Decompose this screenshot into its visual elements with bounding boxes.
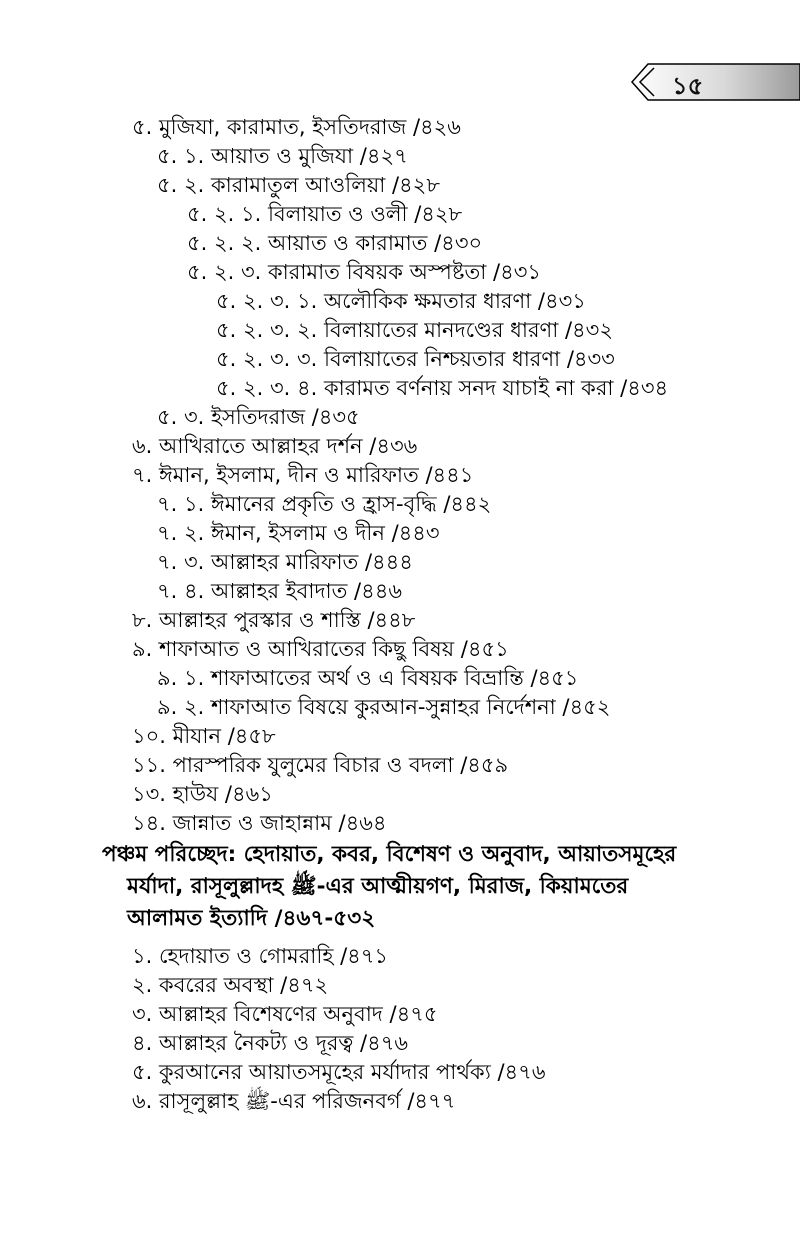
toc-entry: ৭. ২. ঈমান, ইসলাম ও দীন /৪৪৩ bbox=[157, 521, 440, 545]
toc-entry: ৯. ২. শাফাআত বিষয়ে কুরআন-সুন্নাহর নির্দেশনা /৪৫২ bbox=[157, 695, 611, 719]
toc-entry: ৫. ১. আয়াত ও মুজিযা /৪২৭ bbox=[157, 144, 408, 168]
toc-entry: ৮. আল্লাহর পুরস্কার ও শাস্তি /৪৪৮ bbox=[132, 608, 416, 632]
toc-entry: ৫. মুজিযা, কারামাত, ইসতিদরাজ /৪২৬ bbox=[132, 115, 461, 139]
toc-entry: ৭. ১. ঈমানের প্রকৃতি ও হ্রাস-বৃদ্ধি /৪৪২ bbox=[157, 492, 492, 516]
chapter-heading-line: মর্যাদা, রাসূলুল্লাদহ ﷺ-এর আত্মীয়গণ, মিরাজ, কিয়ামতের bbox=[127, 874, 629, 899]
toc-entry: ৫. ২. ৩. ৩. বিলায়াতের নিশ্চয়তার ধারণা /৪৩৩ bbox=[216, 347, 615, 371]
toc-entry: ৫. ২. ৩. কারামাত বিষয়ক অস্পষ্টতা /৪৩১ bbox=[187, 260, 541, 284]
toc-entry: ৫. ২. ২. আয়াত ও কারামাত /৪৩০ bbox=[187, 231, 483, 255]
toc-entry: ১. হেদায়াত ও গোমরাহি /৪৭১ bbox=[132, 944, 389, 968]
toc-entry: ৩. আল্লাহর বিশেষণের অনুবাদ /৪৭৫ bbox=[132, 1002, 438, 1026]
toc-entry: ১০. মীযান /৪৫৮ bbox=[132, 724, 276, 748]
toc-entry: ৯. ১. শাফাআতের অর্থ ও এ বিষয়ক বিভ্রান্তি /৪৫১ bbox=[157, 666, 579, 690]
toc-entry: ৫. ২. কারামাতুল আওলিয়া /৪২৮ bbox=[157, 173, 440, 197]
toc-entry: ৪. আল্লাহর নৈকট্য ও দূরত্ব /৪৭৬ bbox=[132, 1031, 409, 1055]
toc-entry: ৯. শাফাআত ও আখিরাতের কিছু বিষয় /৪৫১ bbox=[132, 637, 509, 661]
chapter-heading-line: পঞ্চম পরিচ্ছেদ: হেদায়াত, কবর, বিশেষণ ও অনুবাদ, আয়াতসমূহের bbox=[102, 842, 677, 867]
chapter-heading-line: আলামত ইত্যাদি /৪৬৭-৫৩২ bbox=[127, 906, 376, 931]
toc-entry: ৬. আখিরাতে আল্লাহর দর্শন /৪৩৬ bbox=[132, 434, 418, 458]
toc-entry: ৫. ২. ৩. ৪. কারামত বর্ণনায় সনদ যাচাই না করা /৪৩৪ bbox=[216, 376, 669, 400]
page-badge-shape bbox=[630, 62, 800, 102]
chapter-heading bbox=[102, 839, 702, 935]
toc-entry: ১৩. হাউয /৪৬১ bbox=[132, 782, 273, 806]
toc-entry: ৫. ২. ১. বিলায়াত ও ওলী /৪২৮ bbox=[187, 202, 463, 226]
toc-entry: ৭. ৪. আল্লাহর ইবাদাত /৪৪৬ bbox=[157, 579, 403, 603]
toc-entry: ৫. ৩. ইসতিদরাজ /৪৩৫ bbox=[157, 405, 360, 429]
toc-entry: ৬. রাসূলুল্লাহ ﷺ-এর পরিজনবর্গ /৪৭৭ bbox=[132, 1089, 456, 1113]
toc-entry: ১৪. জান্নাত ও জাহান্নাম /৪৬৪ bbox=[132, 811, 387, 835]
toc-entry: ৫. ২. ৩. ১. অলৌকিক ক্ষমতার ধারণা /৪৩১ bbox=[216, 289, 586, 313]
page-number: ১৫ bbox=[672, 72, 704, 100]
page-number-badge bbox=[630, 62, 800, 102]
toc-entry: ২. কবরের অবস্থা /৪৭২ bbox=[132, 973, 329, 997]
toc-entry: ৭. ৩. আল্লাহর মারিফাত /৪৪৪ bbox=[157, 550, 413, 574]
toc-entry: ১১. পারস্পরিক যুলুমের বিচার ও বদলা /৪৫৯ bbox=[132, 753, 509, 777]
toc-entry: ৫. ২. ৩. ২. বিলায়াতের মানদণ্ডের ধারণা /৪৩২ bbox=[216, 318, 613, 342]
toc-entry: ৫. কুরআনের আয়াতসমূহের মর্যাদার পার্থক্য /৪৭৬ bbox=[132, 1060, 546, 1084]
toc-entry: ৭. ঈমান, ইসলাম, দীন ও মারিফাত /৪৪১ bbox=[132, 463, 474, 487]
